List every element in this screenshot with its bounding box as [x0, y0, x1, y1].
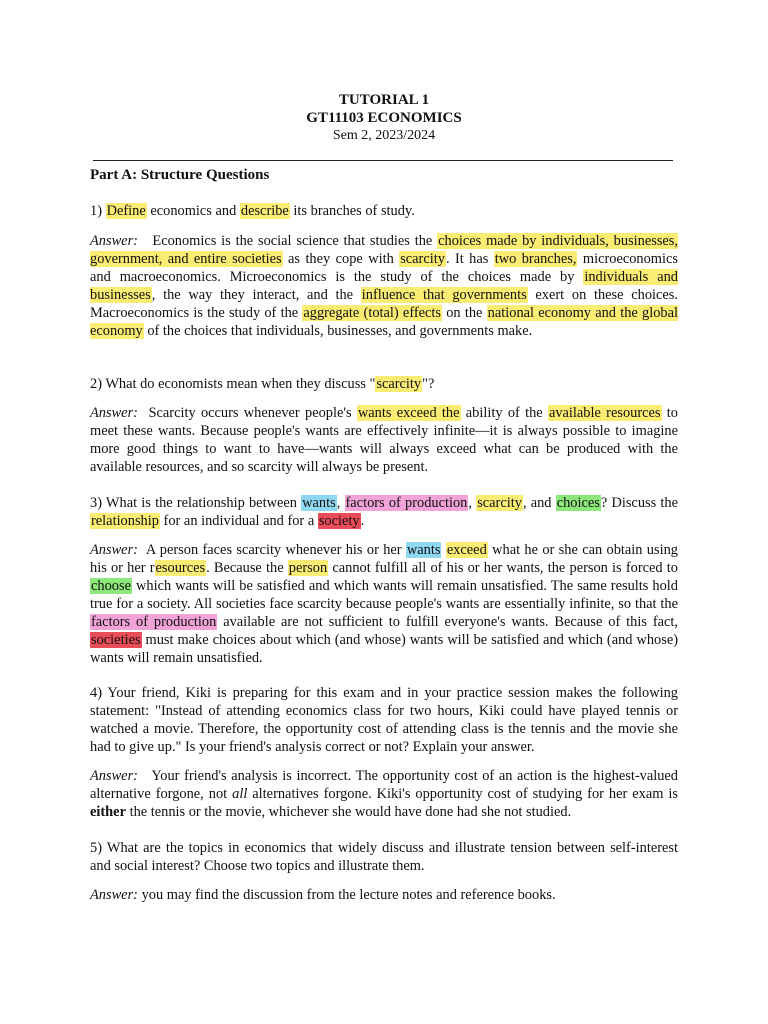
highlight: factors of production: [345, 495, 468, 511]
question-5: 5) What are the topics in economics that widely discuss and illustrate tension between self-interest and social interest? Choose two topics and illustrate them.: [90, 840, 678, 874]
highlight: societies: [91, 632, 141, 648]
highlight: describe: [240, 203, 289, 219]
highlight: wants exceed the: [357, 405, 460, 421]
highlight: scarcity: [400, 251, 445, 267]
highlight: available resources: [548, 405, 661, 421]
highlight: choices made by individuals, businesses, government, and entire societies: [90, 233, 679, 267]
highlight: national economy and the global economy: [90, 305, 679, 339]
highlight: person: [288, 560, 328, 576]
answer-2: Answer: Scarcity occurs whenever people's wants exceed the ability of the available resources to meet these wants. Because people's wants are effectively infinite—it is always possible to imagine more good things to want to have—wants will always exceed what can be produced with the available resources, and so scarcity will always be present.: [90, 405, 678, 475]
answer-label: Answer:: [90, 542, 138, 558]
section-title: Part A: Structure Questions: [90, 167, 270, 183]
tutorial-title: TUTORIAL 1: [338, 92, 430, 108]
answer-label: Answer:: [90, 887, 138, 903]
highlight: factors of production: [91, 614, 217, 630]
answer-5: Answer: you may find the discussion from the lecture notes and reference books.: [90, 887, 556, 903]
highlight: society: [318, 513, 360, 529]
answer-label: Answer:: [90, 233, 138, 249]
highlight: aggregate (total) effects: [303, 305, 442, 321]
question-4: 4) Your friend, Kiki is preparing for this exam and in your practice session makes the following statement: "Instead of attending economics class for two hours, Kiki could have played tennis or watched a movie. Therefore, the opportunity cost of attending class is the tennis and the movie she had to give up." Is your friend's analysis correct or not? Explain your answer.: [90, 685, 678, 755]
answer-label: Answer:: [90, 405, 138, 421]
highlight: choices: [556, 495, 600, 511]
course-title: GT11103 ECONOMICS: [306, 110, 462, 126]
highlight: Define: [106, 203, 146, 219]
header-divider: [93, 160, 673, 161]
highlight: exceed: [446, 542, 487, 558]
highlight: choose: [91, 578, 131, 594]
highlight: relationship: [91, 513, 159, 529]
highlight: wants: [302, 495, 336, 511]
highlight: wants: [406, 542, 441, 558]
highlight: two branches,: [494, 251, 577, 267]
question-1: 1) Define economics and describe its branches of study.: [90, 203, 415, 219]
question-3: 3) What is the relationship between wants, factors of production, scarcity, and choices? Discuss the relationship for an individual and for a society.: [90, 495, 678, 529]
answer-3: Answer: A person faces scarcity whenever his or her wants exceed what he or she can obtain using his or her resources. Because the person cannot fulfill all of his or her wants, the person is forced to choose which wants will be satisfied and which wants will remain unsatisfied. The same results hold true for a society. All societies face scarcity because people's wants are essentially infinite, so that the factors of production available are not sufficient to fulfill everyone's wants. Because of this fact, societies must make choices about which (and whose) wants will be satisfied and which (and whose) wants will remain unsatisfied.: [90, 542, 678, 666]
answer-4: Answer: Your friend's analysis is incorrect. The opportunity cost of an action is the highest-valued alternative forgone, not all alternatives forgone. Kiki's opportunity cost of studying for her exam is either the tennis or the movie, whichever she would have done had she not studied.: [90, 768, 678, 820]
highlight: individuals and businesses: [90, 269, 678, 303]
highlight: influence that governments: [361, 287, 527, 303]
highlight: esources: [155, 560, 206, 576]
answer-label: Answer:: [90, 768, 138, 784]
semester-label: Sem 2, 2023/2024: [332, 128, 436, 143]
highlight: scarcity: [376, 376, 422, 392]
question-2: 2) What do economists mean when they discuss "scarcity"?: [90, 376, 435, 392]
highlight: scarcity: [477, 495, 522, 511]
answer-1: Answer: Economics is the social science that studies the choices made by individuals, businesses, government, and entire societies as they cope with scarcity. It has two branches, microeconomics and macroeconomics. Microeconomics is the study of the choices made by individuals and businesses, the way they interact, and the influence that governments exert on these choices. Macroeconomics is the study of the aggregate (total) effects on the national economy and the global economy of the choices that individuals, businesses, and governments make.: [90, 233, 679, 339]
